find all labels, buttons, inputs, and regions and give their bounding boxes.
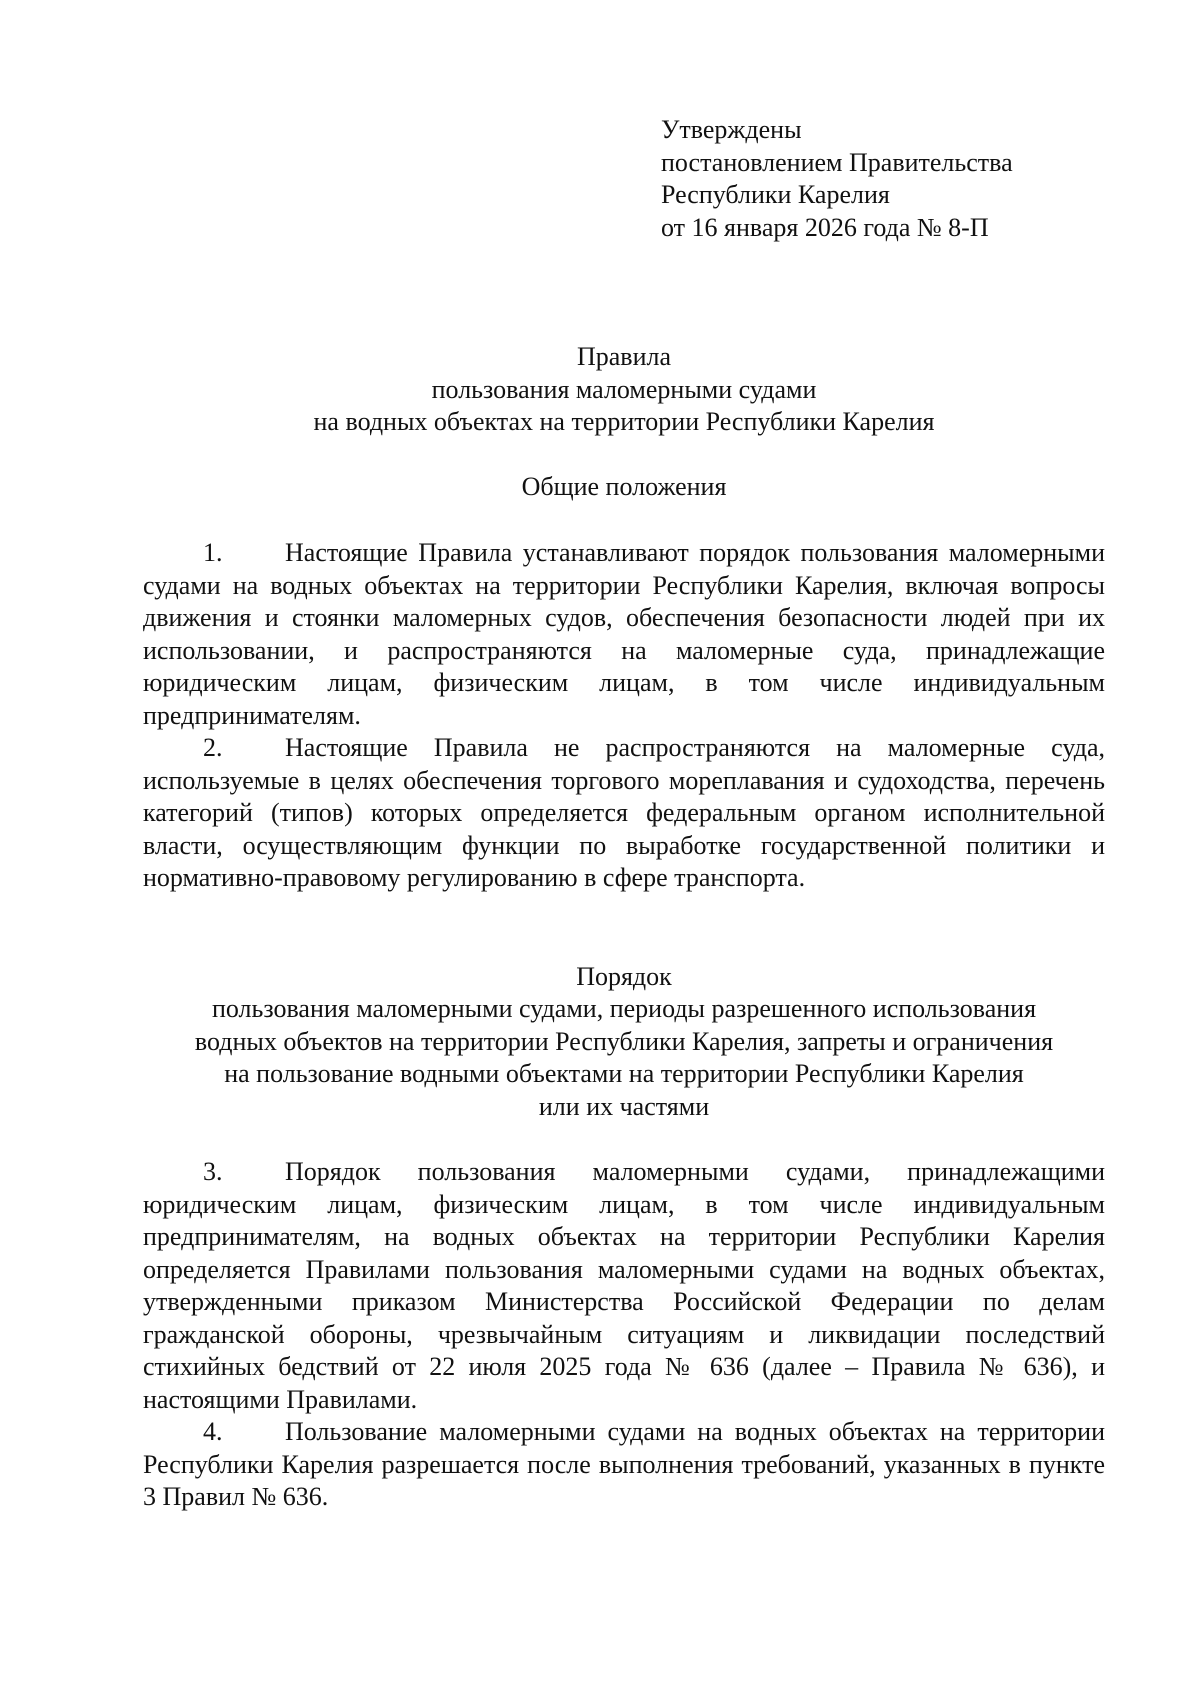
section-heading-procedure [143,961,1105,1124]
section-heading-line: Общие положения [521,471,727,501]
approval-line: Утверждены [661,115,802,144]
title-line: пользования маломерными судами [431,374,817,404]
item-number: 2. [203,733,223,762]
document-body [143,341,1105,1514]
approval-stamp [661,114,1101,244]
paragraph-item-2 [143,732,1105,895]
document-title [143,341,1105,439]
item-number: 1. [203,538,223,567]
section-heading-line: пользования маломерными судами, периоды разрешенного использования [211,994,1037,1023]
approval-line: Республики Карелия [661,180,890,209]
section-heading-line: на пользование водными объектами на территории Республики Карелия [224,1059,1024,1088]
item-text: Порядок пользования маломерными судами, принадлежащими юридическим лицам, физическим лицам, в том числе индивидуальным предпринимателям, на водных объектах на территории Республики Карелия определяется Правилами пользования маломерными судами на водных объектах, утвержденными приказом Министерства Российской Федерации по делам гражданской обороны, чрезвычайным ситуациям и ликвидации последствий стихийных бедствий от 22 июля 2025 года № 636 (далее – Правила № 636), и настоящими Правилами. [143,1157,1105,1414]
item-text: Настоящие Правила не распространяются на маломерные суда, используемые в целях обеспечения торгового мореплавания и судоходства, перечень категорий (типов) которых определяется федеральным органом исполнительной власти, осуществляющим функции по выработке государственной политики и нормативно-правовому регулированию в сфере транспорта. [143,733,1105,892]
approval-line: постановлением Правительства [661,147,1013,177]
paragraph-item-1 [143,537,1105,732]
title-line: Правила [576,342,672,371]
section-heading-general [143,471,1105,504]
section-heading-line: Порядок [576,961,672,991]
title-line: на водных объектах на территории Республики Карелия [313,407,935,436]
item-number: 4. [203,1417,223,1446]
section-heading-line: или их частями [538,1091,710,1121]
paragraph-item-4 [143,1416,1105,1514]
section-heading-line: водных объектов на территории Республики Карелия, запреты и ограничения [194,1026,1054,1056]
approval-date-line: от 16 января 2026 года № 8-П [661,212,989,242]
item-text: Пользование маломерными судами на водных объектах на территории Республики Карелия разрешается после выполнения требований, указанных в пункте 3 Правил № 636. [143,1417,1105,1511]
paragraph-item-3 [143,1156,1105,1416]
item-number: 3. [203,1157,223,1186]
item-text: Настоящие Правила устанавливают порядок пользования маломерными судами на водных объектах на территории Республики Карелия, включая вопросы движения и стоянки маломерных судов, обеспечения безопасности людей при их использовании, и распространяются на маломерные суда, принадлежащие юридическим лицам, физическим лицам, в том числе индивидуальным предпринимателям. [143,538,1105,730]
